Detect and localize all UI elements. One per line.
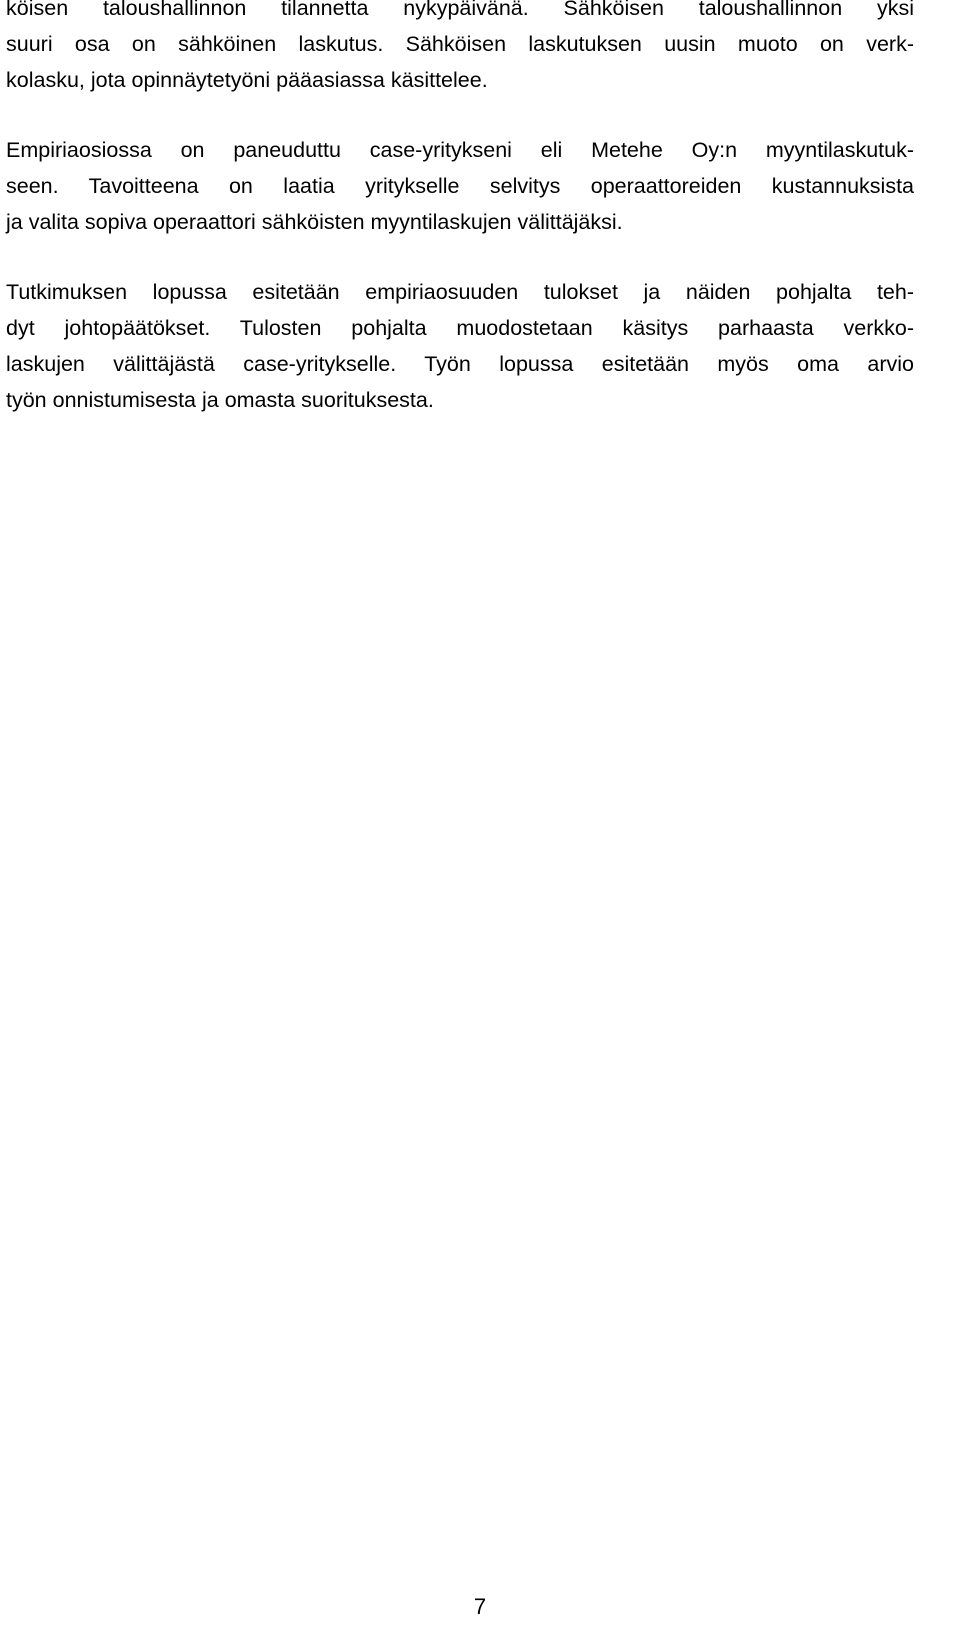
text-line: seen. Tavoitteena on laatia yritykselle selvitys operaattoreiden kustannuksista	[6, 174, 914, 198]
text-line: dyt johtopäätökset. Tulosten pohjalta muodostetaan käsitys parhaasta verkko-	[6, 316, 914, 340]
text-line: Empiriaosiossa on paneuduttu case-yritykseni eli Metehe Oy:n myyntilaskutuk-	[6, 138, 914, 162]
paragraph-3	[6, 274, 914, 418]
text-line: suuri osa on sähköinen laskutus. Sähköisen laskutuksen uusin muoto on verk-	[6, 32, 914, 56]
text-line: ja valita sopiva operaattori sähköisten myyntilaskujen välittäjäksi.	[6, 210, 623, 234]
page-number: 7	[473, 1594, 487, 1619]
text-line: työn onnistumisesta ja omasta suorituksesta.	[6, 388, 434, 412]
paragraph-1	[6, 0, 914, 98]
text-line: kolasku, jota opinnäytetyöni pääasiassa käsittelee.	[6, 68, 488, 92]
document-body	[6, 0, 914, 452]
text-line: köisen taloushallinnon tilannetta nykypäivänä. Sähköisen taloushallinnon yksi	[6, 0, 914, 20]
paragraph-2	[6, 132, 914, 240]
text-line: Tutkimuksen lopussa esitetään empiriaosuuden tulokset ja näiden pohjalta teh-	[6, 280, 914, 304]
text-line: laskujen välittäjästä case-yritykselle. Työn lopussa esitetään myös oma arvio	[6, 352, 914, 376]
